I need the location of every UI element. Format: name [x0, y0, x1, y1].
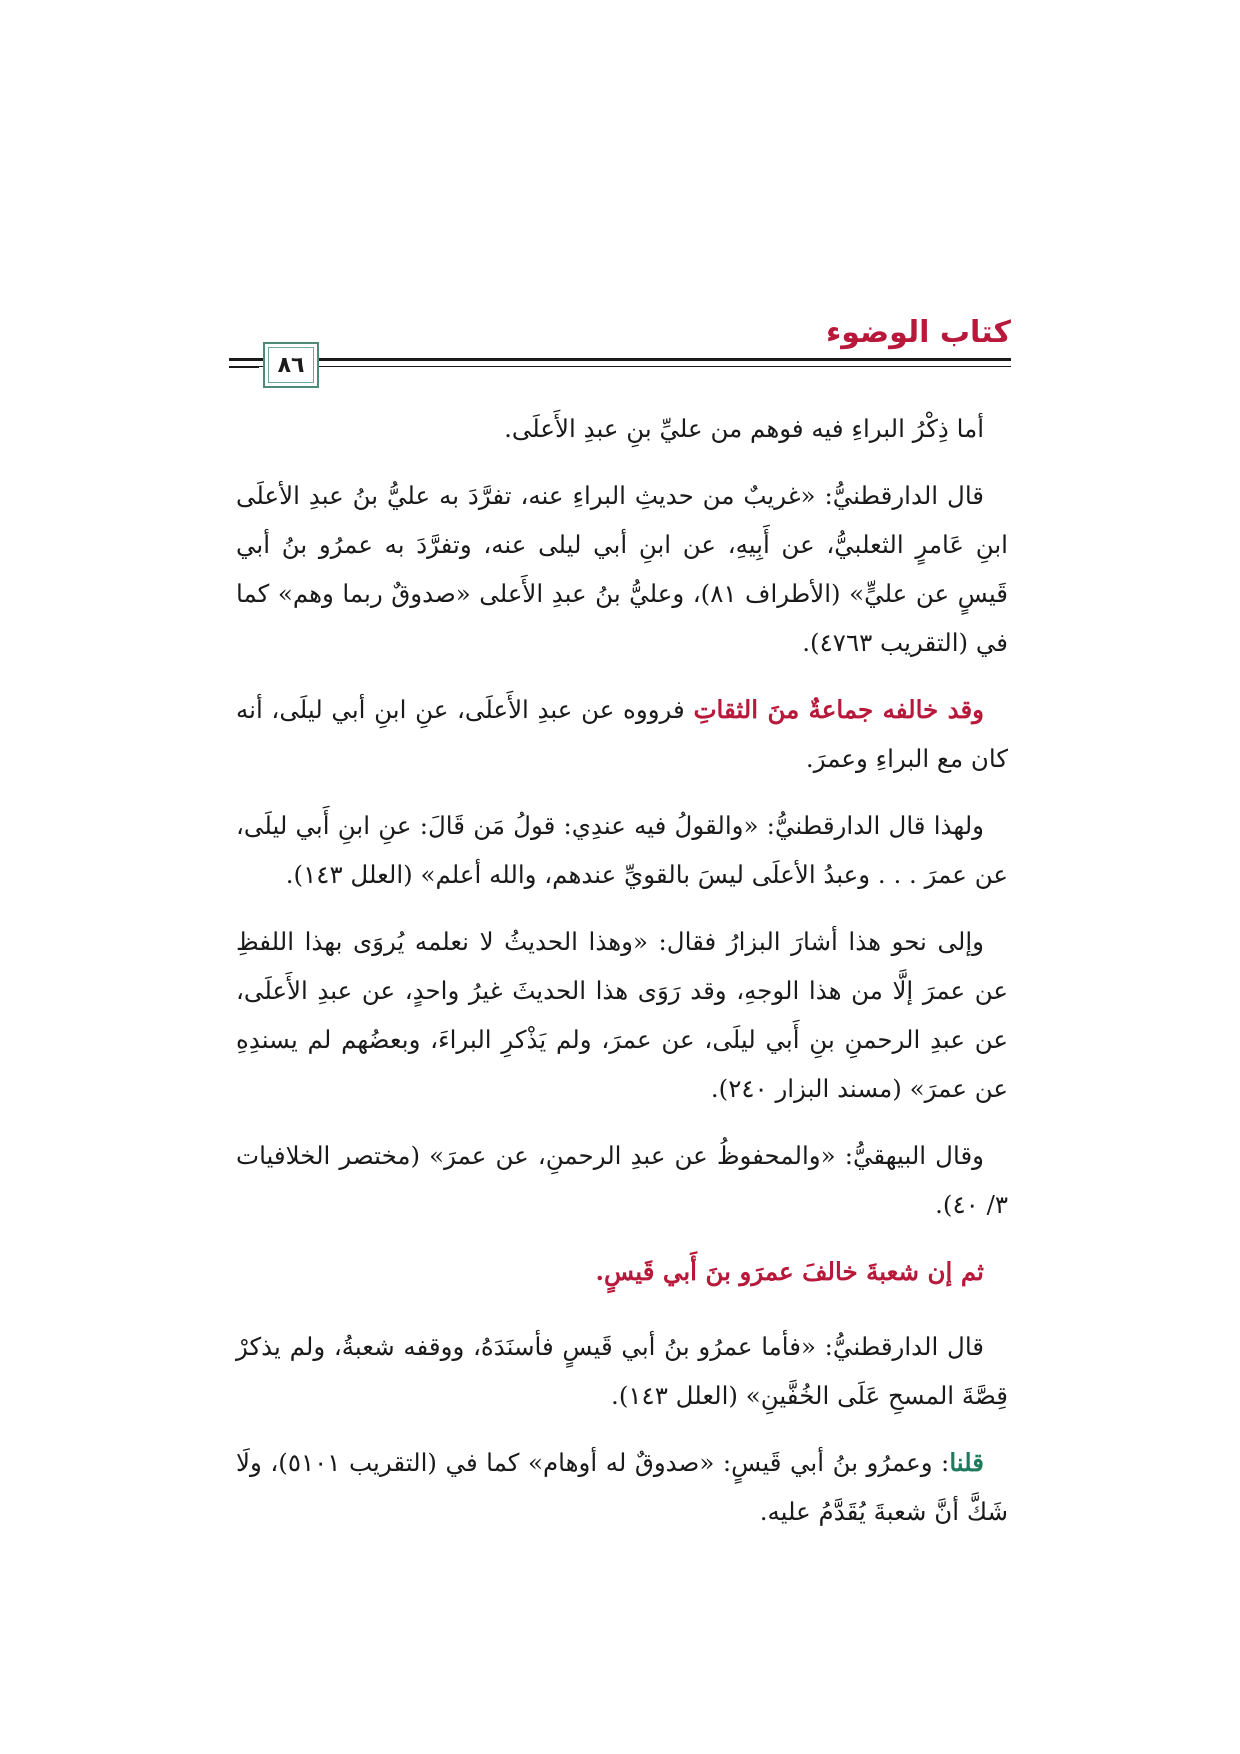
paragraph-text: ولهذا قال الدارقطنيُّ: «والقولُ فيه عندِي: قولُ مَن قَالَ: عنِ ابنِ أَبي ليلَى، عن عمرَ . . . وعبدُ الأعلَى ليسَ بالقويِّ عندهم، والله أعلم» (العلل ١٤٣). — [236, 811, 1008, 889]
heading-text: ثم إن شعبةَ خالفَ عمرَو بنَ أَبي قَيسٍ. — [595, 1257, 984, 1286]
paragraph-text: وإلى نحو هذا أشارَ البزارُ فقال: «وهذا الحديثُ لا نعلمه يُروَى بهذا اللفظِ عن عمرَ إلَّا من هذا الوجهِ، وقد رَوَى هذا الحديثَ غيرُ واحدٍ، عن عبدِ الأَعلَى، عن عبدِ الرحمنِ بنِ أَبي ليلَى، عن عمرَ، ولم يَذْكرِ البراءَ، وبعضُهم لم يسندِهِ عن عمرَ» (مسند البزار ٢٤٠). — [236, 927, 1008, 1103]
paragraph — [236, 1322, 1008, 1420]
paragraph-text: : وعمرُو بنُ أبي قَيسٍ: «صدوقٌ له أوهام» كما في (التقريب ٥١٠١)، ولَا شَكَّ أنَّ شعبةَ يُقَدَّمُ عليه. — [236, 1448, 1008, 1526]
page-number-frame — [263, 342, 319, 388]
book-title: كتاب الوضوء — [825, 315, 1011, 350]
main-text — [236, 404, 1008, 1554]
paragraph — [236, 801, 1008, 899]
header-rule-thin — [229, 366, 1011, 367]
paragraph — [236, 471, 1008, 667]
left-rule-bottom — [229, 366, 259, 368]
header-rule-thick — [229, 358, 1011, 361]
paragraph-text: قال الدارقطنيُّ: «فأما عمرُو بنُ أبي قَيسٍ فأسنَدَهُ، ووقفه شعبةُ، ولم يذكرْ قِصَّةَ المسحِ عَلَى الخُفَّينِ» (العلل ١٤٣). — [236, 1332, 1008, 1410]
paragraph-lead: قلنا — [949, 1448, 984, 1477]
paragraph-text: أما ذِكْرُ البراءِ فيه فوهم من عليِّ بنِ عبدِ الأَعلَى. — [504, 414, 984, 443]
paragraph-lead: وقد خالفه جماعةٌ منَ الثقاتِ — [693, 695, 984, 724]
paragraph-text: وقال البيهقيُّ: «والمحفوظُ عن عبدِ الرحمنِ، عن عمرَ» (مختصر الخلافيات ٣/ ٤٠). — [236, 1141, 1008, 1219]
paragraph — [236, 685, 1008, 783]
paragraph-text: فرووه عن عبدِ الأَعلَى، عنِ ابنِ أبي ليلَى، أنه كان مع البراءِ وعمرَ. — [236, 695, 1008, 773]
page-number: ٨٦ — [277, 352, 305, 378]
left-rule-top — [229, 358, 259, 360]
paragraph — [236, 404, 1008, 453]
paragraph — [236, 1438, 1008, 1536]
paragraph-text: قال الدارقطنيُّ: «غريبٌ من حديثِ البراءِ عنه، تفرَّدَ به عليُّ بنُ عبدِ الأعلَى ابنِ عَامرٍ الثعلبيُّ، عن أَبِيهِ، عن ابنِ أبي ليلى عنه، وتفرَّدَ به عمرُو بنُ أبي قَيسٍ عن عليٍّ» (الأطراف ٨١)، وعليُّ بنُ عبدِ الأَعلى «صدوقٌ ربما وهم» كما في (التقريب ٤٧٦٣). — [236, 481, 1008, 657]
paragraph — [236, 1131, 1008, 1229]
section-heading — [236, 1247, 1008, 1296]
paragraph — [236, 917, 1008, 1113]
page-header — [229, 306, 1011, 394]
